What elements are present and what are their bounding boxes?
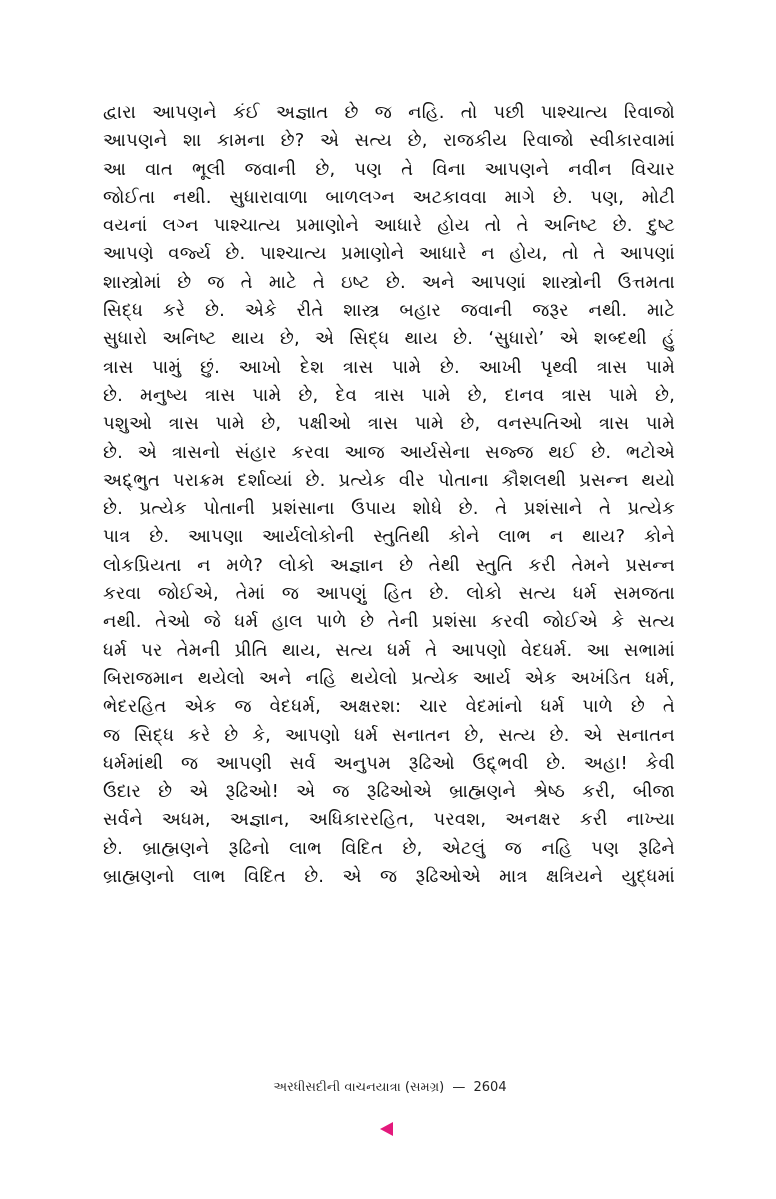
text-line: આપણે વર્જ્ય છે. પાશ્ચાત્ય પ્રમાણોને આધારે ન હોય, તો તે આપણાં: [103, 243, 675, 265]
text-line: બિરાજમાન થયેલો અને નહિ થયેલો પ્રત્યેક આર્ય એક અખંડિત ધર્મ,: [103, 667, 675, 689]
text-line: ઉદાર છે એ રૂઢિઓ! એ જ રૂઢિઓએ બ્રાહ્મણને શ્રેષ્ઠ કરી, બીજા: [103, 781, 675, 803]
text-line: સર્વને અધમ, અજ્ઞાન, અધિકારરહિત, પરવશ, અનક્ષર કરી નાખ્યા: [103, 809, 675, 831]
text-line: વયનાં લગ્ન પાશ્ચાત્ય પ્રમાણોને આધારે હોય તો તે અનિષ્ટ છે. દુષ્ટ: [103, 215, 675, 237]
triangle-left-icon[interactable]: [380, 1122, 393, 1136]
footer-page-number: 2604: [473, 1080, 507, 1095]
text-line: છે. એ ત્રાસનો સંહાર કરવા આજ આર્યસેના સજ્જ થઈ છે. ભટોએ: [103, 441, 675, 463]
text-line: પશુઓ ત્રાસ પામે છે, પક્ષીઓ ત્રાસ પામે છે, વનસ્પતિઓ ત્રાસ પામે: [103, 413, 675, 435]
text-line: સુધારો અનિષ્ટ થાય છે, એ સિદ્ધ થાય છે. ‘સુધારો’ એ શબ્દથી હું: [103, 328, 675, 350]
text-line: આ વાત ભૂલી જવાની છે, પણ તે વિના આપણને નવીન વિચાર: [103, 158, 675, 180]
text-line: જ સિદ્ધ કરે છે કે, આપણો ધર્મ સનાતન છે, સત્ય છે. એ સનાતન: [103, 724, 675, 746]
text-line: શાસ્ત્રોમાં છે જ તે માટે તે ઇષ્ટ છે. અને આપણાં શાસ્ત્રોની ઉત્તમતા: [103, 271, 675, 293]
text-line: છે. બ્રાહ્મણને રૂઢિનો લાભ વિદિત છે, એટલું જ નહિ પણ રૂઢિને: [103, 837, 675, 859]
text-line: છે. પ્રત્યેક પોતાની પ્રશંસાના ઉપાય શોધે છે. તે પ્રશંસાને તે પ્રત્યેક: [103, 498, 675, 520]
text-line: બ્રાહ્મણનો લાભ વિદિત છે. એ જ રૂઢિઓએ માત્ર ક્ષત્રિયને યુદ્ધમાં: [103, 866, 675, 888]
text-line: અદ્દ્ભુત પરાક્રમ દર્શાવ્યાં છે. પ્રત્યેક વીર પોતાના કૌશલથી પ્રસન્ન થયો: [103, 469, 675, 491]
text-line: જોઈતા નથી. સુધારાવાળા બાળલગ્ન અટકાવવા માગે છે. પણ, મોટી: [103, 186, 675, 208]
text-line: કરવા જોઈએ, તેમાં જ આપણું હિત છે. લોકો સત્ય ધર્મ સમજતા: [103, 583, 675, 605]
text-line: આપણને શા કામના છે? એ સત્ય છે, રાજકીય રિવાજો સ્વીકારવામાં: [103, 130, 675, 152]
text-line: ત્રાસ પામું છું. આખો દેશ ત્રાસ પામે છે. આખી પૃથ્વી ત્રાસ પામે: [103, 356, 675, 378]
text-line: નથી. તેઓ જે ધર્મ હાલ પાળે છે તેની પ્રશંસા કરવી જોઈએ કે સત્ય: [103, 611, 675, 633]
text-line: દ્વારા આપણને કંઈ અજ્ઞાત છે જ નહિ. તો પછી પાશ્ચાત્ય રિવાજો: [103, 102, 675, 123]
text-line: લોકપ્રિયતા ન મળે? લોકો અજ્ઞાન છે તેથી સ્તુતિ કરી તેમને પ્રસન્ન: [103, 554, 675, 576]
page-body-text: [103, 99, 675, 891]
page-footer: [0, 1080, 776, 1095]
footer-separator: —: [452, 1080, 466, 1095]
text-line: છે. મનુષ્ય ત્રાસ પામે છે, દેવ ત્રાસ પામે છે, દાનવ ત્રાસ પામે છે,: [103, 384, 675, 406]
text-line: ધર્મમાંથી જ આપણી સર્વ અનુપમ રૂઢિઓ ઉદ્દ્ભવી છે. અહા! કેવી: [103, 752, 675, 774]
text-line: ભેદરહિત એક જ વેદધર્મ, અક્ષરશ: ચાર વેદમાંનો ધર્મ પાળે છે તે: [103, 696, 675, 718]
text-line: સિદ્ધ કરે છે. એકે રીતે શાસ્ત્ર બહાર જવાની જરૂર નથી. માટે: [103, 300, 675, 322]
text-line: ધર્મ પર તેમની પ્રીતિ થાય, સત્ય ધર્મ તે આપણો વેદધર્મ. આ સભામાં: [103, 639, 675, 661]
footer-book-title: અરધીસદીની વાચનયાત્રા (સમગ્ર): [273, 1080, 445, 1095]
text-line: પાત્ર છે. આપણા આર્યલોકોની સ્તુતિથી કોને લાભ ન થાય? કોને: [103, 526, 675, 548]
